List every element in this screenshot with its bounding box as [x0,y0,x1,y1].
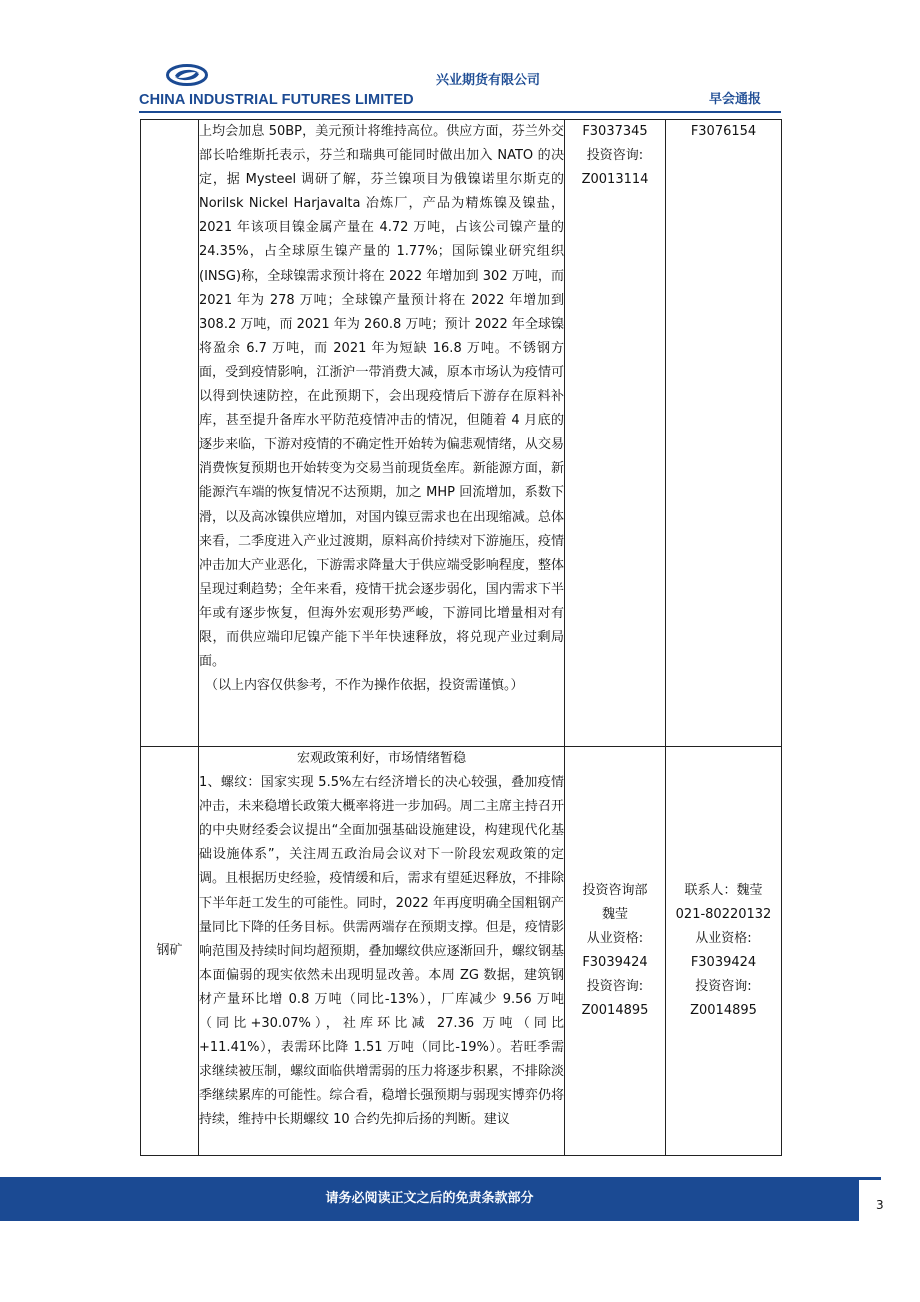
contact-qualification-id: F3039424 [690,955,757,970]
page-header [0,0,920,120]
footer-disclaimer: 请务必阅读正文之后的免责条款部分 [325,1191,534,1206]
analyst-name: 魏莹 [601,906,628,922]
contact-cell [666,747,782,1156]
category-cell [141,120,199,747]
footer-accent-line [859,1177,881,1180]
analyst-qualification-id: F3037345 [582,124,648,139]
header-divider [139,111,781,113]
contact-consulting-id: Z0014895 [690,1003,757,1019]
analyst-qualification-id: F3039424 [582,955,648,970]
analysis-cell [199,747,565,1156]
table-row-nickel [141,120,782,747]
analyst-department: 投资咨询部 [582,882,648,898]
contact-phone: 021-80220132 [675,906,772,922]
company-name-english: CHINA INDUSTRIAL FUTURES LIMITED [139,92,414,108]
analyst-consulting-label: 投资咨询: [586,979,644,995]
analyst-cell [565,120,666,747]
analyst-cell [565,747,666,1156]
contact-consulting-label: 投资咨询: [695,979,752,995]
company-name-chinese: 兴业期货有限公司 [436,73,541,88]
analysis-paragraph: 上均会加息 50BP，美元预计将维持高位。供应方面，芬兰外交部长哈维斯托表示，芬兰和瑞典可能同时做出加入 NATO 的决定，据 Mysteel 调研了解，芬兰镍项目为俄镍诺里尔斯克的 Norilsk Nickel Harjavalta 冶炼厂，产品为精炼镍及镍盐，2021 年该项目镍金属产量在 4.72 万吨，占该公司镍产量的 24.35%，占全球原生镍产量的 1.77%；国际镍业研究组织(INSG)称，全球镍需求预计将在 2022 年增加到 302 万吨，而 2021 年为 278 万吨；全球镍产量预计将在 2022 年增加到 308.2 万吨，而 2021 年为 260.8 万吨；预计 2022 年全球镍将盈余 6.7 万吨，而 2021 年为短缺 16.8 万吨。不锈钢方面，受到疫情影响，江浙沪一带消费大减，原本市场认为疫情可以得到快速防控，在此预期下，会出现疫情后下游存在原料补库，甚至提升备库水平防范疫情冲击的情况，但随着 4 月底的逐步来临，下游对疫情的不确定性开始转为偏悲观情绪，从交易消费恢复预期也开始转变为交易当前现货垒库。新能源方面，新能源汽车端的恢复情况不达预期，加之 MHP 回流增加，系数下滑，以及高冰镍供应增加，对国内镍豆需求也在出现缩减。总体来看，二季度进入产业过渡期，原料高价持续对下游施压，疫情冲击加大产业恶化，下游需求降量大于供应端受影响程度，整体呈现过剩趋势；全年来看，疫情干扰会逐步弱化，国内需求下半年或有逐步恢复，但海外宏观形势严峻，下游同比增量相对有限，而供应端印尼镍产能下半年快速释放，将兑现产业过剩局面。 [199,124,564,670]
analyst-consulting-id: Z0013114 [581,172,649,188]
contact-qualification-label: 从业资格: [695,930,752,946]
contact-person: 联系人：魏莹 [684,882,763,898]
section-title: 宏观政策利好，市场情绪暂稳 [296,751,466,766]
page-number: 3 [876,1198,884,1212]
report-name: 早会通报 [709,92,762,107]
company-swirl-logo-icon [166,64,208,86]
commodity-table [140,119,782,1156]
contact-cell [666,120,782,747]
analyst-qualification-label: 从业资格: [586,930,644,946]
analyst-consulting-id: Z0014895 [581,1003,649,1019]
disclaimer-note: （以上内容仅供参考，不作为操作依据，投资需谨慎。） [205,678,524,694]
analyst-consulting-label: 投资咨询: [586,148,644,164]
table-row-steel-ore [141,747,782,1156]
analysis-cell [199,120,565,747]
analysis-paragraph: 1、螺纹：国家实现 5.5%左右经济增长的决心较强，叠加疫情冲击，未来稳增长政策大概率将进一步加码。周二主席主持召开的中央财经委会议提出“全面加强基础设施建设，构建现代化基础设施体系”，关注周五政治局会议对下一阶段宏观政策的定调。且根据历史经验，疫情缓和后，需求有望延迟释放，不排除下半年赶工发生的可能性。同时，2022 年再度明确全国粗钢产量同比下降的任务目标。供需两端存在预期支撑。但是，疫情影响范围及持续时间均超预期，叠加螺纹供应逐渐回升，螺纹钢基本面偏弱的现实依然未出现明显改善。本周 ZG 数据，建筑钢材产量环比增 0.8 万吨（同比-13%），厂库减少 9.56 万吨（同比+30.07%），社库环比减 27.36 万吨（同比+11.41%），表需环比降 1.51 万吨（同比-19%）。若旺季需求继续被压制，螺纹面临供增需弱的压力将逐步积累，不排除淡季继续累库的可能性。综合看，稳增长强预期与弱现实博弈仍将持续，维持中长期螺纹 10 合约先抑后扬的判断。建议 [199,775,564,1128]
contact-qualification-id: F3076154 [690,124,757,139]
category-cell: 钢矿 [141,747,199,1156]
